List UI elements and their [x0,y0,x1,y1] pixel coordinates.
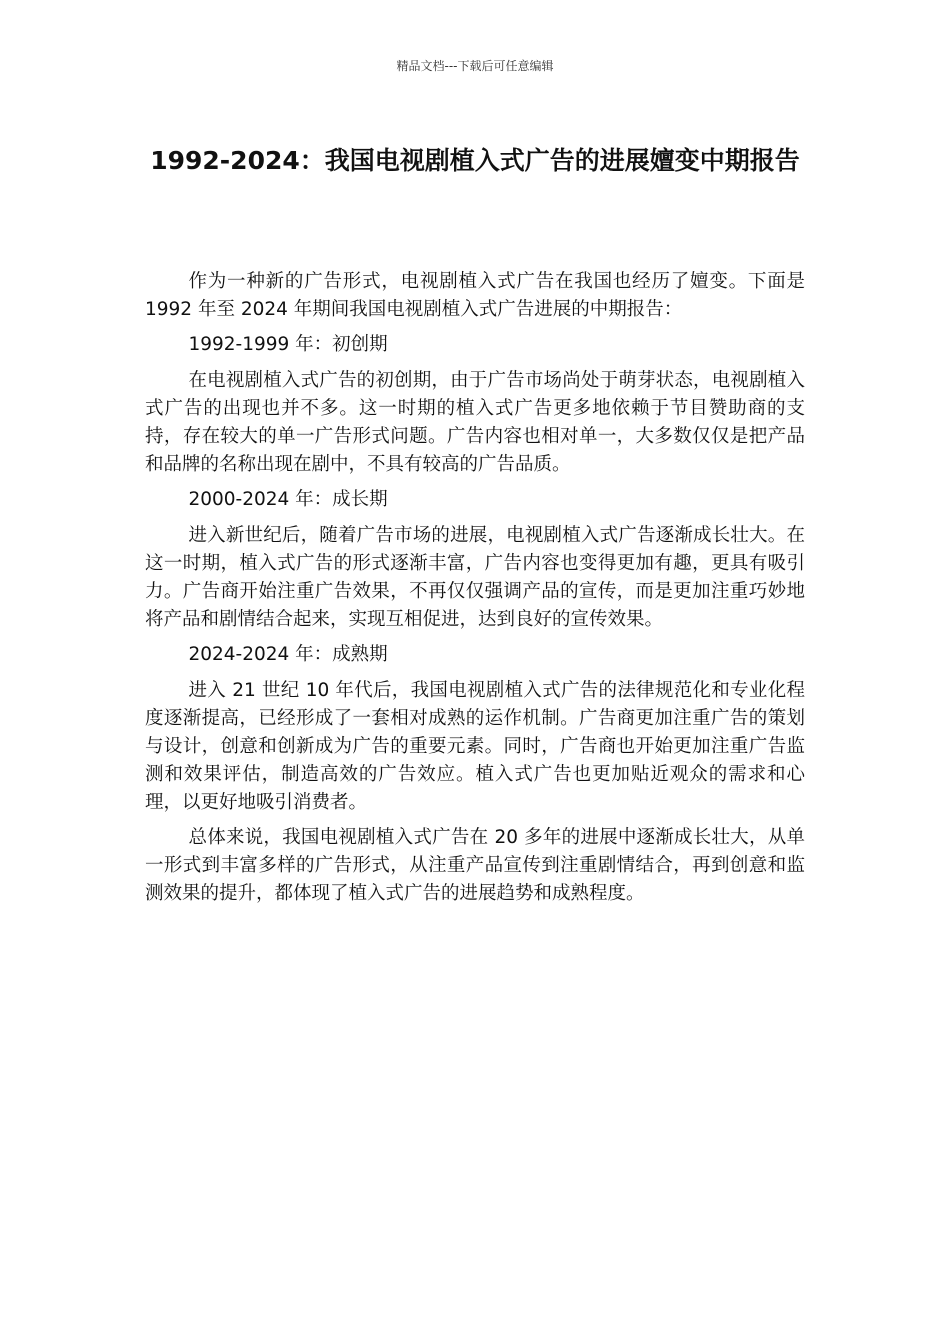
conclusion-paragraph: 总体来说，我国电视剧植入式广告在 20 多年的进展中逐渐成长壮大，从单一形式到丰富多样的广告形式，从注重产品宣传到注重剧情结合，再到创意和监测效果的提升，都体现了植入式广告的进展趋势和成熟程度。 [145,827,805,904]
section-heading-growth-period: 2000-2024 年：成长期 [188,489,388,510]
section-heading-mature-period: 2024-2024 年：成熟期 [188,644,388,665]
section-paragraph-mature-period: 进入 21 世纪 10 年代后，我国电视剧植入式广告的法律规范化和专业化程度逐渐提高，已经形成了一套相对成熟的运作机制。广告商更加注重广告的策划与设计，创意和创新成为广告的重要元素。同时，广告商也开始更加注重广告监测和效果评估，制造高效的广告效应。植入式广告也更加贴近观众的需求和心理，以更好地吸引消费者。 [145,680,805,813]
section-heading-startup-period: 1992-1999 年：初创期 [188,334,388,355]
section-paragraph-startup-period: 在电视剧植入式广告的初创期，由于广告市场尚处于萌芽状态，电视剧植入式广告的出现也并不多。这一时期的植入式广告更多地依赖于节目赞助商的支持，存在较大的单一广告形式问题。广告内容也相对单一，大多数仅仅是把产品和品牌的名称出现在剧中，不具有较高的广告品质。 [145,370,805,475]
page-header-watermark: 精品文档---下载后可任意编辑 [396,59,554,73]
section-paragraph-growth-period: 进入新世纪后，随着广告市场的进展，电视剧植入式广告逐渐成长壮大。在这一时期，植入式广告的形式逐渐丰富，广告内容也变得更加有趣，更具有吸引力。广告商开始注重广告效果，不再仅仅强调产品的宣传，而是更加注重巧妙地将产品和剧情结合起来，实现互相促进，达到良好的宣传效果。 [145,525,805,630]
document-title: 1992-2024：我国电视剧植入式广告的进展嬗变中期报告 [150,146,800,175]
intro-paragraph: 作为一种新的广告形式，电视剧植入式广告在我国也经历了嬗变。下面是 1992 年至 2024 年期间我国电视剧植入式广告进展的中期报告： [145,271,805,320]
document-body [145,268,805,915]
